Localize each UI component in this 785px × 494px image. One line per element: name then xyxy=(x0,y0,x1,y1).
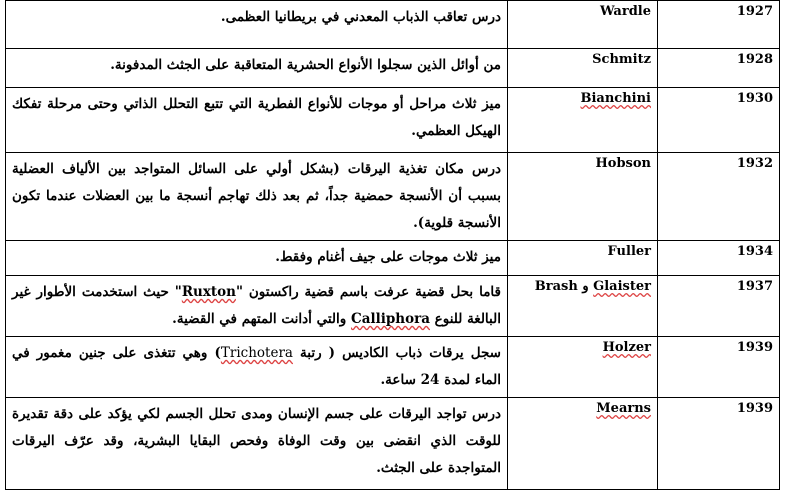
researcher-cell xyxy=(508,337,658,398)
desc-text: " حيث استخدمت الأطوار غير البالغة للنوع xyxy=(12,284,501,327)
year-cell: 1939 xyxy=(658,337,780,398)
researcher-cell: Wardle xyxy=(508,1,658,49)
desc-text: قاما بحل قضية عرفت باسم قضية راكستون " xyxy=(235,284,502,300)
table-row xyxy=(6,88,780,153)
researcher-name: Holzer xyxy=(602,340,651,355)
year-cell: 1930 xyxy=(658,88,780,153)
researcher-cell xyxy=(508,398,658,490)
desc-latin-term: Calliphora xyxy=(350,311,430,327)
history-table xyxy=(5,0,780,490)
researcher-join: و xyxy=(582,279,589,294)
year-cell: 1939 xyxy=(658,398,780,490)
researcher-cell: Hobson xyxy=(508,153,658,241)
desc-text: سجل يرقات ذباب الكاديس ( رتبة xyxy=(292,345,501,361)
researcher-cell: Fuller xyxy=(508,241,658,276)
researcher-name: Glaister xyxy=(593,279,651,294)
year-cell: 1932 xyxy=(658,153,780,241)
year-cell: 1927 xyxy=(658,1,780,49)
researcher-cell xyxy=(508,276,658,337)
desc-latin-term: Trichotera xyxy=(220,345,293,361)
researcher-cell xyxy=(508,88,658,153)
table-row xyxy=(6,276,780,337)
year-cell: 1937 xyxy=(658,276,780,337)
researcher-name: Mearns xyxy=(596,401,651,416)
table-row xyxy=(6,153,780,241)
table-row xyxy=(6,49,780,88)
description-cell xyxy=(6,337,508,398)
desc-text: ) وهي تتغذى على جنين مغمور في الماء لمدة 24 ساعة. xyxy=(12,345,501,388)
desc-text: والتي أدانت المتهم في القضية. xyxy=(172,311,351,327)
description-cell: درس مكان تغذية اليرقات (بشكل أولي على السائل المتواجد بين الألياف العضلية بسبب أن الأنسجة حمضية جداً، ثم بعد ذلك تهاجم أنسجة ما بين العضلات عندما تكون الأنسجة قلوية). xyxy=(6,153,508,241)
table-row xyxy=(6,398,780,490)
description-cell: درس تواجد اليرقات على جسم الإنسان ومدى تحلل الجسم لكي يؤكد على دقة تقديرة للوقت الذي انقضى بين وقت الوفاة وفحص البقايا البشرية، وقد عرّف اليرقات المتواجدة على الجثث. xyxy=(6,398,508,490)
description-cell: ميز ثلاث مراحل أو موجات للأنواع الفطرية التي تتبع التحلل الذاتي وحتى مرحلة تفكك الهيكل العظمي. xyxy=(6,88,508,153)
researcher-name: Bianchini xyxy=(580,91,651,106)
table-row xyxy=(6,241,780,276)
table-row xyxy=(6,1,780,49)
table-row xyxy=(6,337,780,398)
researcher-cell: Schmitz xyxy=(508,49,658,88)
description-cell xyxy=(6,276,508,337)
description-cell: درس تعاقب الذباب المعدني في بريطانيا العظمى. xyxy=(6,1,508,49)
description-cell: من أوائل الذين سجلوا الأنواع الحشرية المتعاقبة على الجثث المدفونة. xyxy=(6,49,508,88)
year-cell: 1934 xyxy=(658,241,780,276)
researcher-name: Brash xyxy=(534,279,578,294)
desc-latin-term: Ruxton xyxy=(181,284,236,300)
year-cell: 1928 xyxy=(658,49,780,88)
description-cell: ميز ثلاث موجات على جيف أغنام وفقط. xyxy=(6,241,508,276)
